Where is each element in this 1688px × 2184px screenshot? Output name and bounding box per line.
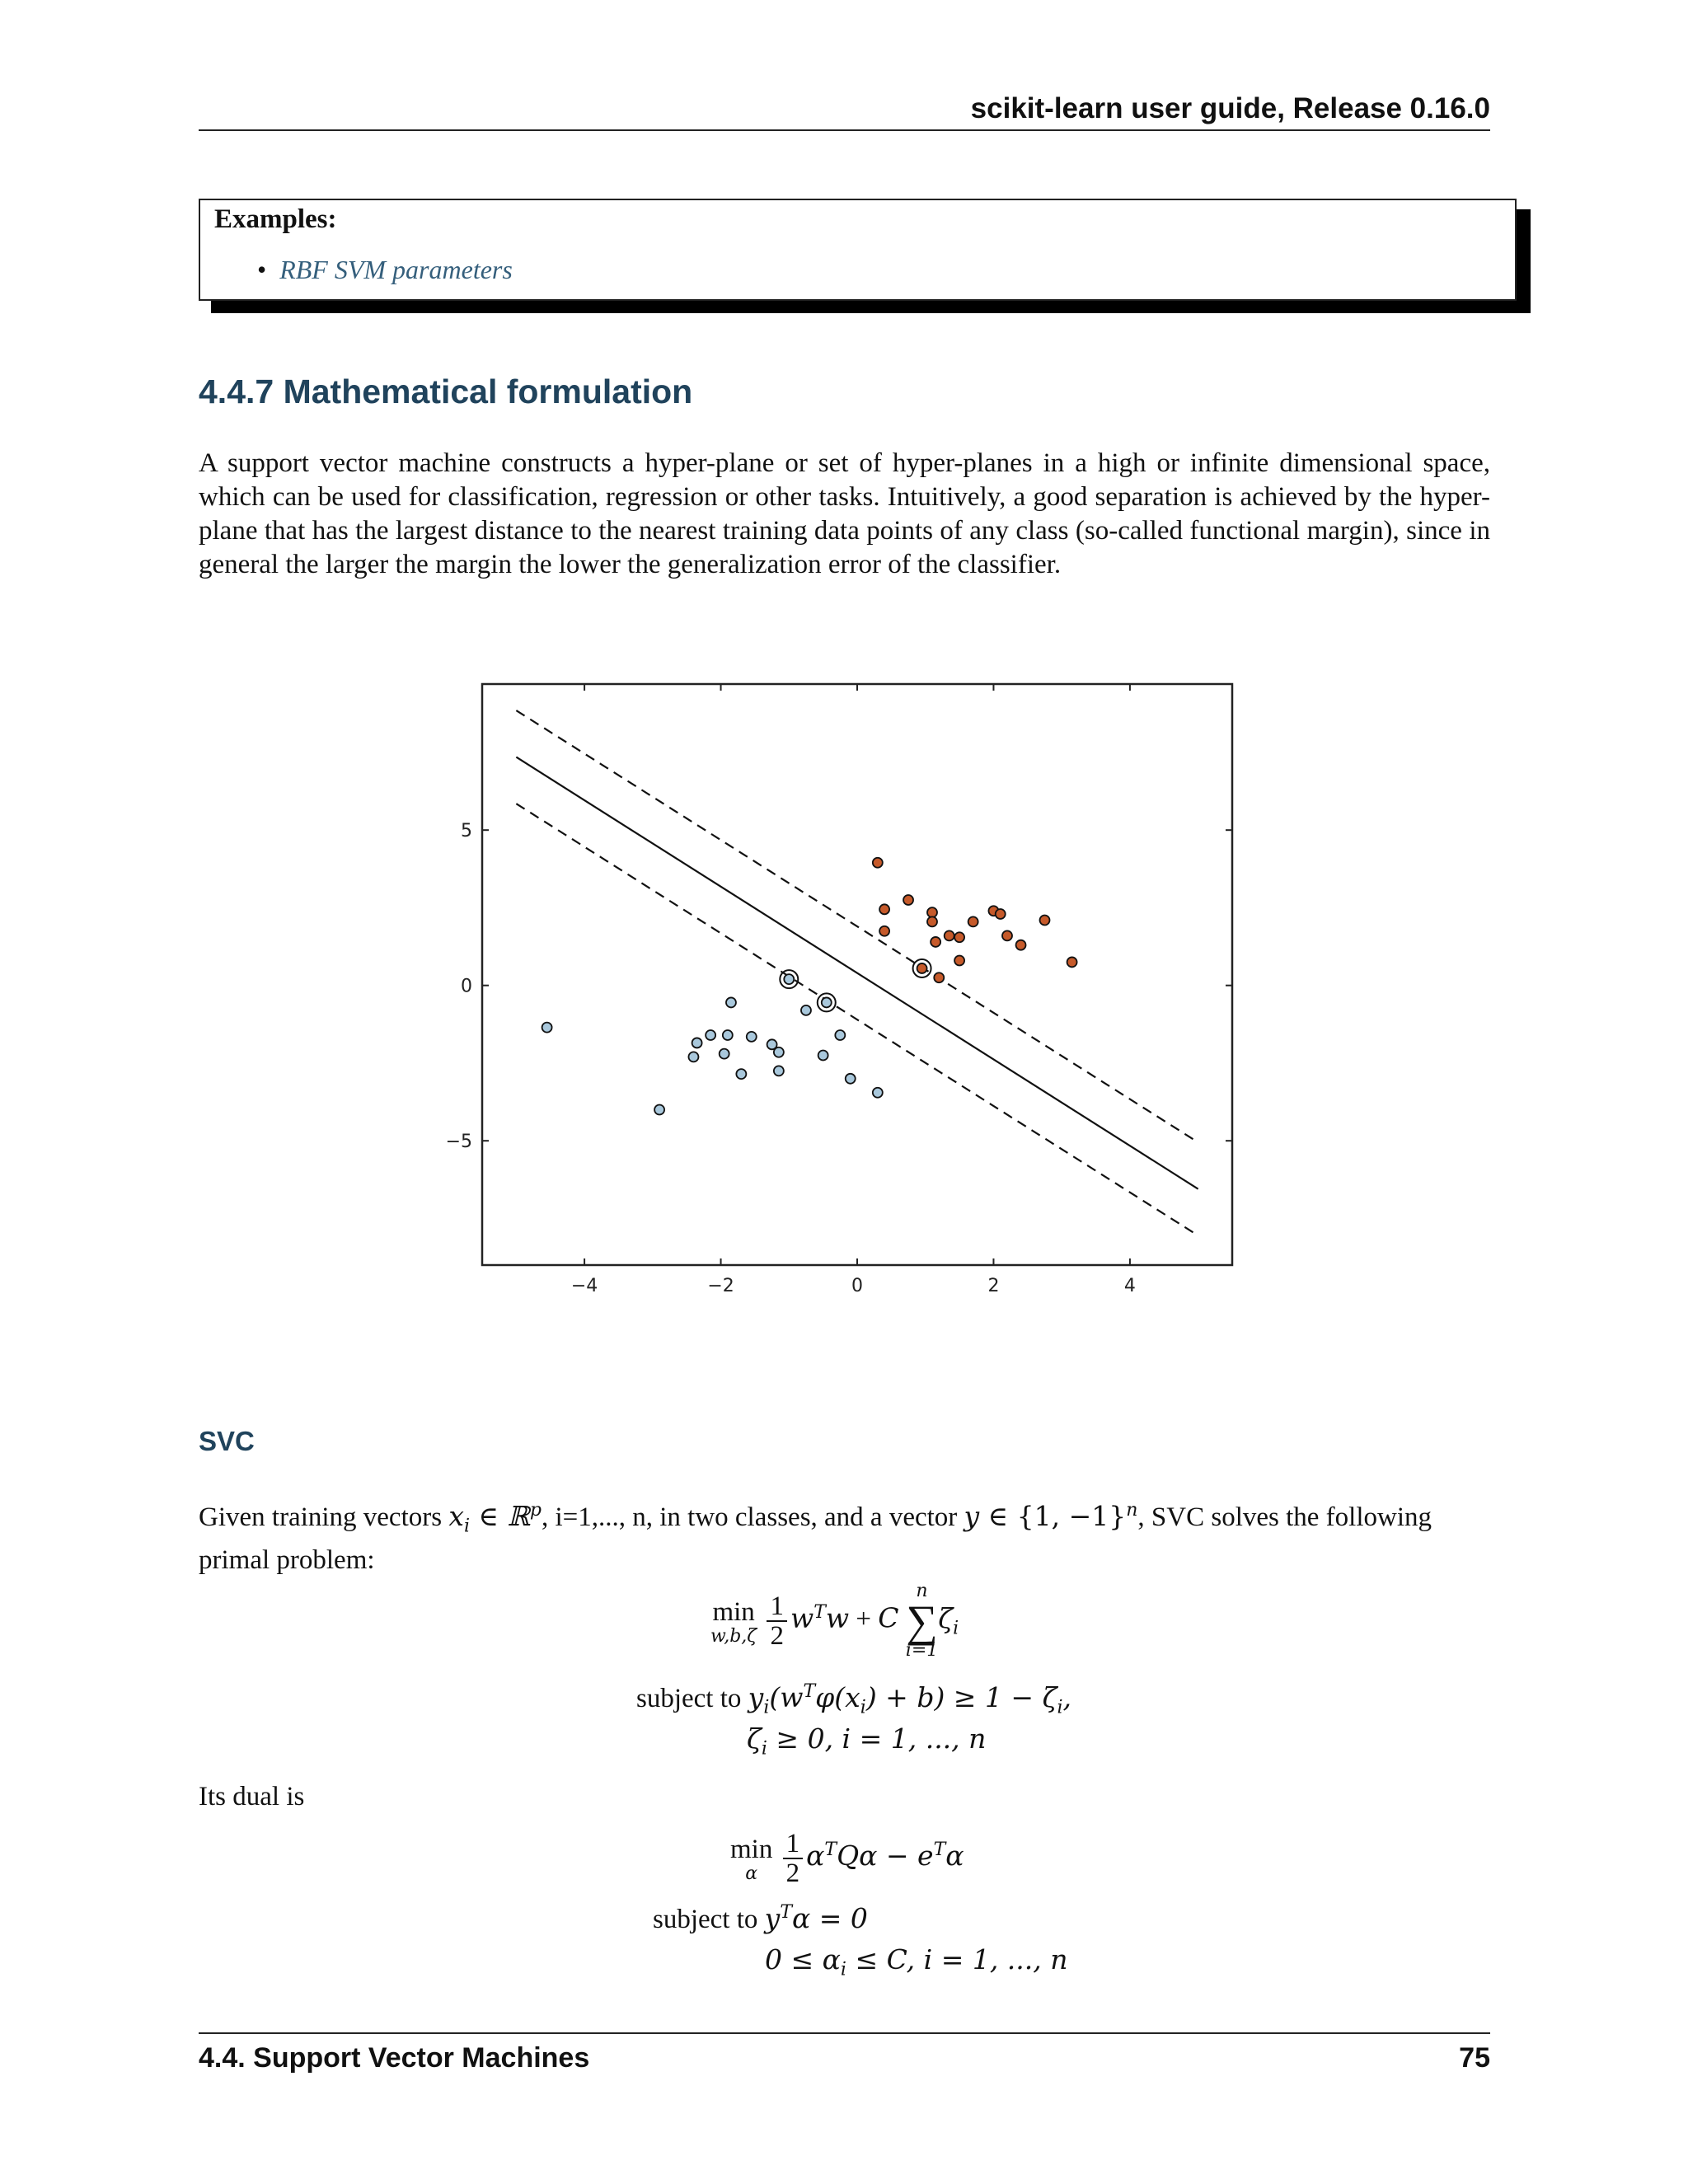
section-heading: 4.4.7 Mathematical formulation bbox=[199, 373, 693, 410]
dual-constraint-1: subject to $y^T\alpha = 0$ bbox=[653, 1902, 868, 1934]
primal-constraint-2: $\zeta_i \ge 0$, i = 1, ..., n bbox=[747, 1722, 987, 1760]
class-negative-point bbox=[784, 974, 794, 984]
y-tick-label: 0 bbox=[461, 976, 472, 997]
svm-hyperplane-figure bbox=[429, 669, 1253, 1329]
class-positive-point bbox=[879, 904, 889, 914]
bullet: • bbox=[257, 255, 267, 284]
class-negative-point bbox=[542, 1023, 552, 1033]
class-negative-point bbox=[692, 1038, 702, 1047]
examples-title: Examples: bbox=[214, 204, 337, 234]
class-negative-point bbox=[801, 1005, 811, 1015]
dual-constraint-2: $0 \le \alpha_i \le C$, i = 1, ..., n bbox=[765, 1943, 1068, 1980]
dual-objective: min α $\frac{1}{2}$ $\alpha^TQ\alpha - e^T\alpha$ bbox=[730, 1829, 964, 1888]
class-positive-point bbox=[996, 909, 1006, 919]
class-positive-point bbox=[873, 858, 883, 868]
class-negative-point bbox=[736, 1069, 746, 1079]
class-positive-point bbox=[954, 956, 964, 966]
examples-list-item bbox=[257, 255, 513, 285]
class-positive-point bbox=[1040, 916, 1050, 926]
math-xi-in-rp: $x_i$ ∈ ℝ$^p$ bbox=[448, 1500, 542, 1537]
header-rule bbox=[199, 129, 1490, 131]
x-tick-label: 0 bbox=[851, 1276, 863, 1296]
class-negative-point bbox=[774, 1047, 784, 1057]
class-negative-point bbox=[873, 1088, 883, 1098]
given-text-3: , SVC solves the following primal problem: bbox=[199, 1502, 1432, 1575]
class-positive-point bbox=[903, 895, 913, 905]
x-tick-label: 2 bbox=[987, 1276, 1000, 1296]
class-negative-point bbox=[747, 1032, 757, 1042]
class-positive-point bbox=[945, 930, 954, 940]
y-tick-label: 5 bbox=[461, 821, 472, 842]
class-negative-point bbox=[835, 1030, 845, 1040]
math-y-in-set: y ∈ {1, −1}$^n$ bbox=[964, 1500, 1138, 1532]
given-text-2: , i=1,..., n, in two classes, and a vector bbox=[541, 1502, 964, 1532]
subject-to-label-2: subject to bbox=[653, 1905, 758, 1934]
class-positive-point bbox=[1067, 957, 1077, 967]
class-negative-point bbox=[846, 1074, 856, 1084]
class-negative-point bbox=[654, 1104, 664, 1114]
rbf-svm-parameters-link[interactable]: RBF SVM parameters bbox=[279, 255, 513, 284]
class-positive-point bbox=[931, 937, 940, 947]
footer-chapter: 4.4. Support Vector Machines bbox=[199, 2042, 590, 2074]
class-negative-point bbox=[774, 1066, 784, 1076]
class-positive-point bbox=[927, 916, 937, 926]
svc-given-paragraph bbox=[199, 1493, 1490, 1577]
class-positive-point bbox=[927, 907, 937, 917]
examples-box bbox=[199, 199, 1517, 301]
class-negative-point bbox=[706, 1030, 715, 1040]
class-positive-point bbox=[917, 963, 927, 973]
class-negative-point bbox=[726, 997, 736, 1007]
subject-to-label: subject to bbox=[636, 1684, 742, 1713]
class-positive-point bbox=[954, 932, 964, 942]
class-positive-point bbox=[968, 916, 978, 926]
footer-rule bbox=[199, 2032, 1490, 2034]
x-tick-label: −4 bbox=[570, 1276, 598, 1296]
plot-frame bbox=[482, 684, 1232, 1265]
svc-heading: SVC bbox=[199, 1426, 255, 1456]
x-tick-label: 4 bbox=[1123, 1276, 1136, 1296]
class-positive-point bbox=[879, 926, 889, 936]
class-positive-point bbox=[1002, 930, 1012, 940]
given-text-1: Given training vectors bbox=[199, 1502, 449, 1532]
class-negative-point bbox=[688, 1052, 698, 1062]
class-positive-point bbox=[1016, 940, 1026, 950]
class-negative-point bbox=[720, 1049, 729, 1059]
primal-constraint-1: subject to $y_i(w^T\varphi(x_i) + b) \ge 1 - \zeta_i$, bbox=[636, 1681, 1072, 1718]
primal-objective: min w,b,ζ $\frac{1}{2}$ $w^Tw + C$ n ∑ i=1 $\zeta_i$ bbox=[710, 1581, 959, 1661]
class-negative-point bbox=[818, 1051, 828, 1061]
dual-intro: Its dual is bbox=[199, 1782, 305, 1811]
page-number: 75 bbox=[1459, 2042, 1490, 2074]
x-tick-label: −2 bbox=[707, 1276, 734, 1296]
class-positive-point bbox=[934, 972, 944, 982]
class-negative-point bbox=[822, 997, 832, 1007]
y-tick-label: −5 bbox=[445, 1132, 472, 1153]
class-negative-point bbox=[723, 1030, 733, 1040]
intro-paragraph: A support vector machine constructs a hyper-plane or set of hyper-planes in a high or infinite dimensional space, which can be used for classification, regression or other tasks. Intuitively, a good separation is achieved by the hyper-plane that has the largest distance to the nearest training data points of any class (so-called functional margin), since in general the larger the margin the lower the generalization error of the classifier. bbox=[199, 448, 1490, 579]
running-header: scikit-learn user guide, Release 0.16.0 bbox=[970, 92, 1490, 124]
